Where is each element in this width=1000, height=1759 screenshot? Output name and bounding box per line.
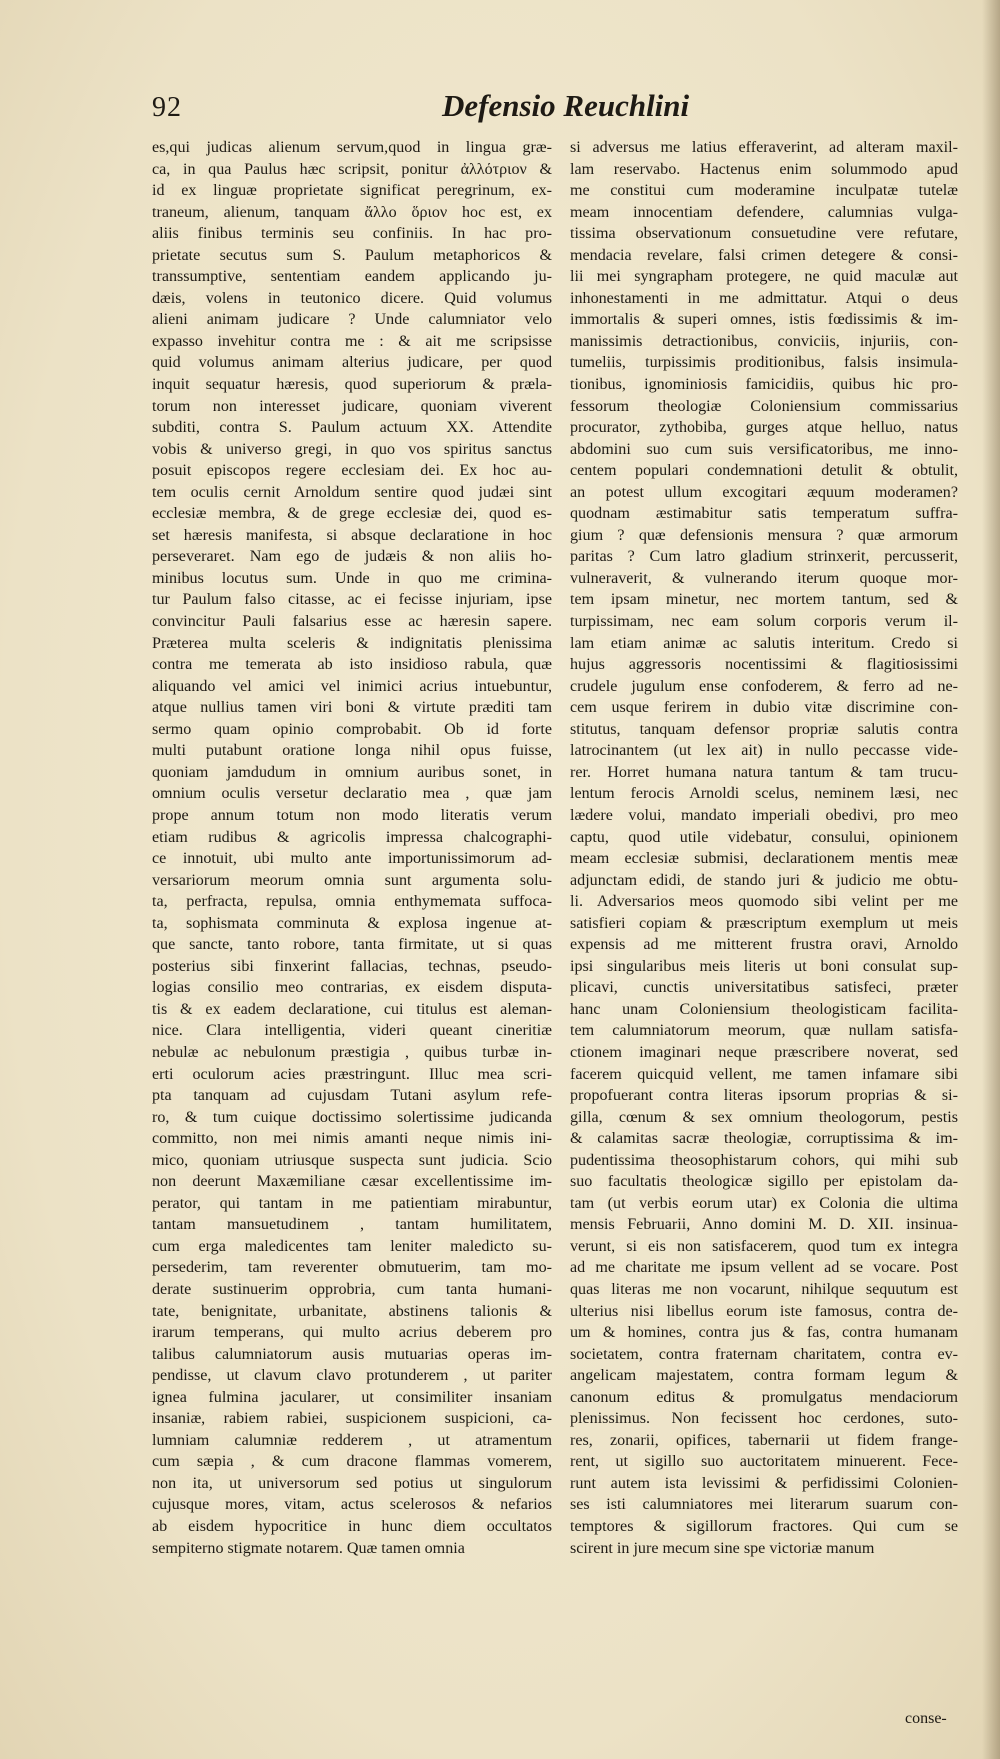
text-line: mensis Februarii, Anno domini M. D. XII. insinua- bbox=[570, 1216, 958, 1234]
text-line: procurator, zythobiba, gurges atque helluo, natus bbox=[570, 419, 958, 437]
text-line: posterius sibi finxerint fallacias, technas, pseudo- bbox=[152, 957, 552, 975]
text-line: temptores & sigillorum fractores. Qui cum se bbox=[570, 1518, 958, 1535]
text-line: ses isti calumniatores mei literarum suarum con- bbox=[570, 1496, 958, 1514]
text-line: tate, benignitate, urbanitate, abstinens talionis & bbox=[152, 1302, 552, 1320]
text-line: fessorum theologiæ Coloniensium commissarius bbox=[570, 397, 958, 415]
text-line: adjunctam edidi, de stando juri & judicio me obtu- bbox=[570, 871, 958, 889]
text-line: sempiterno stigmate notarem. Quæ tamen omnia bbox=[152, 1539, 465, 1557]
text-line: stitutus, tanquam defensor propriæ salutis contra bbox=[570, 720, 958, 738]
text-line: ca, in qua Paulus hæc scripsit, ponitur ἀλλότριον & bbox=[152, 160, 552, 178]
text-line: quodnam æstimabitur satis temperatum suffra- bbox=[570, 505, 958, 523]
text-line: lii mei syngrapham protegere, ne quid maculæ aut bbox=[570, 268, 958, 286]
text-line: tam (ut verbis eorum utar) ex Colonia die ultima bbox=[570, 1194, 958, 1212]
text-line: prope annum totum non modo literatis verum bbox=[152, 806, 552, 824]
text-line: lumniam calumniæ redderem , ut atramentum bbox=[152, 1431, 552, 1449]
text-line: expensis ad me mitterent frustra oravi, Arnoldo bbox=[570, 936, 958, 954]
text-line: canonum editus & promulgatus mendaciorum bbox=[570, 1388, 958, 1406]
text-line: verunt, si eis non satisfacerem, quod tum ex integra bbox=[570, 1237, 958, 1255]
text-line: pendisse, ut clavum clavo protunderem , ut pariter bbox=[152, 1367, 552, 1385]
text-line: cujusque mores, vitam, actus scelerosos & nefarios bbox=[152, 1496, 552, 1514]
text-line: rer. Horret humana natura tantum & tam trucu- bbox=[570, 763, 958, 781]
text-line: non ita, ut universorum sed potius ut singulorum bbox=[152, 1474, 552, 1492]
text-line: tantam mansuetudinem , tantam humilitatem, bbox=[152, 1216, 552, 1234]
text-line: facerem quicquid vellent, me tamen infamare sibi bbox=[570, 1065, 958, 1083]
text-line: res, zonarii, opifices, tabernarii ut fidem frange- bbox=[570, 1431, 958, 1449]
text-line: que sancte, tanto robore, tanta firmitate, ut si quas bbox=[152, 936, 552, 954]
text-line: rent, ut sigillo suo auctoritatem minuerent. Fece- bbox=[570, 1453, 958, 1471]
running-title: Defensio Reuchlini bbox=[442, 88, 690, 123]
text-line: quoniam jamdudum in omnium auribus sonet, in bbox=[152, 763, 552, 781]
text-line: etiam rudibus & agricolis impressa chalcographi- bbox=[152, 828, 552, 846]
text-line: perator, qui tantam in me patientiam mirabuntur, bbox=[152, 1194, 552, 1212]
text-line: id ex linguæ proprietate significat peregrinum, ex- bbox=[152, 182, 552, 200]
text-line: runt autem ista levissimi & perfidissimi Colonien- bbox=[570, 1474, 958, 1492]
text-line: atque nullius tamen viri boni & virtute præditi tam bbox=[152, 699, 552, 717]
text-line: irarum temperans, qui multo acrius deberem pro bbox=[152, 1324, 552, 1342]
text-line: versariorum meorum omnia sunt argumenta solu- bbox=[152, 871, 552, 889]
text-line: cem usque ferirem in dubio vitæ discrimine con- bbox=[570, 699, 958, 717]
text-line: mendacia revelare, falsi crimen detegere & consi- bbox=[570, 246, 958, 264]
text-line: suo facultatis theologicæ sigillo per epistolam da- bbox=[570, 1173, 958, 1191]
text-line: es,qui judicas alienum servum,quod in lingua græ- bbox=[152, 139, 552, 156]
text-line: plenissimus. Non fecissent hoc cerdones, suto- bbox=[570, 1410, 958, 1428]
text-line: inhonestamenti in me admittatur. Atqui o deus bbox=[570, 289, 958, 307]
text-line: mico, quoniam utriusque suspecta sunt judicia. Scio bbox=[152, 1151, 552, 1169]
text-line: perseveraret. Nam ego de judæis & non aliis ho- bbox=[152, 548, 552, 566]
text-line: lentum ferocis Arnoldi scelus, neminem læsi, nec bbox=[570, 785, 958, 803]
text-line: alieni animam judicare ? Unde calumniator velo bbox=[152, 311, 552, 329]
text-line: manissimis detractionibus, conviciis, injuriis, con- bbox=[570, 332, 958, 350]
text-line: talibus calumniatorum ausis mutuarias operas im- bbox=[152, 1345, 552, 1363]
text-line: non deerunt Maxæmiliane cæsar excellentissime im- bbox=[152, 1173, 552, 1191]
text-line: latrocinantem (ut lex ait) in nullo peccasse vide- bbox=[570, 742, 958, 760]
text-line: ro, & tum cuique doctissimo solertissime judicanda bbox=[152, 1108, 552, 1126]
text-line: ad me charitate me ipsum vellent ad se vocare. Post bbox=[570, 1259, 958, 1277]
text-line: erti oculorum acies præstringunt. Illuc mea scri- bbox=[152, 1065, 552, 1083]
text-line: meam ecclesiæ submisi, declarationem mentis meæ bbox=[570, 850, 958, 868]
text-line: Præterea multa sceleris & indignitatis plenissima bbox=[152, 634, 552, 652]
text-line: nebulæ ac nebulonum præstigia , quibus turbæ in- bbox=[152, 1043, 552, 1061]
text-line: hanc unam Coloniensium theologisticam facilita- bbox=[570, 1000, 958, 1018]
text-line: inquit sequatur hæresis, quod superiorum & præla- bbox=[152, 376, 552, 394]
text-line: multi putabunt oratione longa nihil opus fuisse, bbox=[152, 742, 552, 760]
text-line: ce innotuit, ubi multo ante importunissimorum ad- bbox=[152, 850, 552, 868]
text-line: plicavi, cunctis universitatibus satisfeci, præter bbox=[570, 979, 958, 997]
text-line: gium ? quæ defensionis mensura ? quæ armorum bbox=[570, 526, 958, 544]
text-line: dæis, volens in teutonico dicere. Quid volumus bbox=[152, 289, 552, 307]
text-line: immortalis & superi omnes, istis fœdissimis & im- bbox=[570, 311, 958, 329]
text-line: tumeliis, turpissimis proditionibus, falsis insimula- bbox=[570, 354, 958, 372]
running-head bbox=[152, 88, 952, 132]
text-line: ipsi singularibus meis literis ut boni consulat sup- bbox=[570, 957, 958, 975]
text-line: & calamitas sacræ theologiæ, corruptissima & im- bbox=[570, 1130, 958, 1148]
text-line: omnium oculis versetur declaratio mea , quæ jam bbox=[152, 785, 552, 803]
text-line: aliquando vel amici vel inimici acrius intuebuntur, bbox=[152, 677, 552, 695]
text-line: tem calumniatorum meorum, quæ nullam satisfa- bbox=[570, 1022, 958, 1040]
text-line: quid volumus animam alterius judicare, per quod bbox=[152, 354, 552, 372]
text-line: tissima observationum consuetudine vere refutare, bbox=[570, 225, 958, 243]
text-line: convincitur Pauli falsarius esse ac hæresin sapere. bbox=[152, 613, 552, 631]
text-line: meam innocentiam defendere, calumnias vulga- bbox=[570, 203, 958, 221]
text-line: aliis finibus terminis seu confiniis. In hac pro- bbox=[152, 225, 552, 243]
text-line: logias consilio meo contrarias, ex eisdem disputa- bbox=[152, 979, 552, 997]
text-line: set hæresis manifesta, si absque declaratione in hoc bbox=[152, 526, 552, 544]
text-line: persederim, tam reverenter obmutuerim, tam mo- bbox=[152, 1259, 552, 1277]
text-line: si adversus me latius efferaverint, ad alteram maxil- bbox=[570, 139, 958, 156]
text-line: me constitui cum moderamine inculpatæ tutelæ bbox=[570, 182, 958, 200]
text-line: subditi, contra S. Paulum actuum XX. Attendite bbox=[152, 419, 552, 437]
text-line: prietate secutus sum S. Paulum metaphoricos & bbox=[152, 246, 552, 264]
text-line: lædere volui, mandato imperiali obedivi, pro meo bbox=[570, 806, 958, 824]
text-line: tionibus, ignominiosis famicidiis, quibus hic pro- bbox=[570, 376, 958, 394]
gutter-shadow bbox=[982, 0, 1000, 1759]
text-line: an potest ullum excogitari æquum moderamen? bbox=[570, 483, 958, 501]
text-line: expasso invehitur contra me : & ait me scripsisse bbox=[152, 332, 552, 350]
text-line: ulterius nisi libellus eorum iste famosus, contra de- bbox=[570, 1302, 958, 1320]
text-line: gilla, cœnum & sex omnium theologorum, pestis bbox=[570, 1108, 958, 1126]
text-line: ignea fulmina jacularer, ut consimiliter insaniam bbox=[152, 1388, 552, 1406]
text-line: lam reservabo. Hactenus enim solummodo apud bbox=[570, 160, 958, 178]
text-line: posuit episcopos regere ecclesiam dei. Ex hoc au- bbox=[152, 462, 552, 480]
page-number: 92 bbox=[152, 92, 182, 123]
text-line: angelicam majestatem, contra formam legum & bbox=[570, 1367, 958, 1385]
text-line: tis & ex eadem declaratione, cui titulus est aleman- bbox=[152, 1000, 552, 1018]
text-line: ctionem imaginari neque præscribere noverat, sed bbox=[570, 1043, 958, 1061]
text-line: sermo quam opinio comprobabit. Ob id forte bbox=[152, 720, 552, 738]
text-line: nice. Clara intelligentia, videri queant cineritiæ bbox=[152, 1022, 552, 1040]
text-line: vobis & universo gregi, in quo vos spiritus sanctus bbox=[152, 440, 552, 458]
text-line: lam etiam animæ ac salutis interitum. Credo si bbox=[570, 634, 958, 652]
text-line: paritas ? Cum latro gladium strinxerit, percusserit, bbox=[570, 548, 958, 566]
text-line: transsumptive, sententiam eandem applicando ju- bbox=[152, 268, 552, 286]
text-line: turpissimam, nec eam solum corporis verum il- bbox=[570, 613, 958, 631]
text-line: ta, perfracta, repulsa, omnia enthymemata suffoca- bbox=[152, 893, 552, 911]
text-line: ab eisdem hypocritice in hunc diem occultatos bbox=[152, 1518, 552, 1535]
text-line: tem oculis cernit Arnoldum sentire quod judæi sint bbox=[152, 483, 552, 501]
text-line: captu, quod utile videbatur, consului, opinionem bbox=[570, 828, 958, 846]
text-line: torum non interesset judicare, quoniam viverent bbox=[152, 397, 552, 415]
text-line: ta, sophismata comminuta & explosa ingenue at- bbox=[152, 914, 552, 932]
text-line: li. Adversarios meos quomodo sibi velint per me bbox=[570, 893, 958, 911]
text-line: centem populari condemnationi detulit & obtulit, bbox=[570, 462, 958, 480]
text-line: insaniæ, rabiem rabiei, suspicionem suspicioni, ca- bbox=[152, 1410, 552, 1428]
text-line: pta tanquam ad cujusdam Tutani asylum refe- bbox=[152, 1087, 552, 1105]
text-line: satisfieri copiam & præscriptum exemplum ut meis bbox=[570, 914, 958, 932]
text-line: derate sustinuerim opprobria, cum tanta humani- bbox=[152, 1280, 552, 1298]
text-line: quas literas me non vocarunt, nihilque sequutum est bbox=[570, 1280, 958, 1298]
text-line: committo, non mei nimis amanti neque nimis ini- bbox=[152, 1130, 552, 1148]
text-line: um & homines, contra jus & fas, contra humanam bbox=[570, 1324, 958, 1342]
right-text-column bbox=[570, 137, 958, 1559]
text-line: cum erga maledicentes tam leniter maledicto su- bbox=[152, 1237, 552, 1255]
text-line: societatem, contra fraternam charitatem, contra ev- bbox=[570, 1345, 958, 1363]
text-line: pudentissima theosophistarum cohors, qui mihi sub bbox=[570, 1151, 958, 1169]
text-line: minibus locutus sum. Unde in quo me crimina- bbox=[152, 569, 552, 587]
text-line: cum sæpia , & cum dracone flammas vomerem, bbox=[152, 1453, 552, 1471]
text-line: crudele jugulum ense confoderem, & ferro ad ne- bbox=[570, 677, 958, 695]
text-line: traneum, alienum, tanquam ἄλλο ὅριον hoc est, ex bbox=[152, 203, 552, 221]
text-line: tem ipsam minetur, nec mortem tantum, sed & bbox=[570, 591, 958, 609]
text-line: tur Paulum falso citasse, ac ei fecisse injuriam, ipse bbox=[152, 591, 552, 609]
text-line: abdomini suo cum suis versificatoribus, me inno- bbox=[570, 440, 958, 458]
left-text-column bbox=[152, 137, 552, 1559]
text-line: contra me temerata ab isto insidioso rabula, quæ bbox=[152, 656, 552, 674]
catchword: conse- bbox=[905, 1710, 947, 1727]
text-line: vulneraverit, & vulnerando iterum quoque mor- bbox=[570, 569, 958, 587]
text-line: hujus aggressoris nocentissimi & flagitiosissimi bbox=[570, 656, 958, 674]
text-line: scirent in jure mecum sine spe victoriæ manum bbox=[570, 1539, 875, 1557]
text-line: propofuerant contra literas ipsorum proprias & si- bbox=[570, 1087, 958, 1105]
text-line: ecclesiæ membra, & de grege ecclesiæ dei, quod es- bbox=[152, 505, 552, 523]
